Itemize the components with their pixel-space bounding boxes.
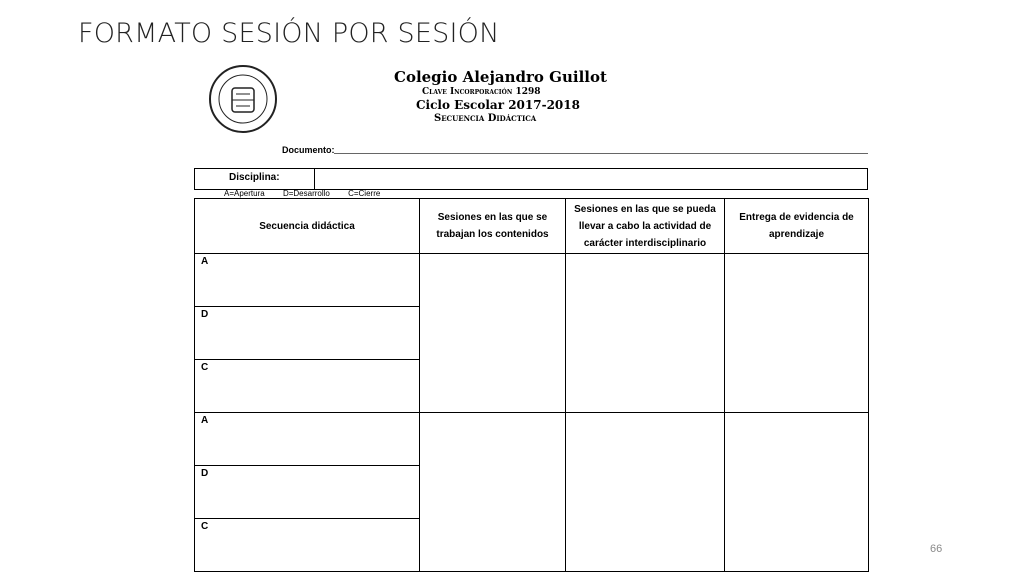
sessions-cell[interactable]	[420, 254, 566, 413]
row-letter[interactable]: D	[195, 466, 420, 519]
row-letter[interactable]: D	[195, 307, 420, 360]
sessions-cell[interactable]	[420, 413, 566, 572]
school-header	[394, 68, 654, 126]
school-seal-icon	[208, 64, 278, 134]
legend-desarrollo: D=Desarrollo	[282, 189, 330, 198]
clave-incorporacion: Clave Incorporación 1298	[422, 86, 541, 97]
secuencia-table	[194, 198, 869, 572]
page-number: 66	[930, 543, 943, 555]
column-header: Sesiones en las que se pueda llevar a cabo la actividad de carácter interdisciplinario	[566, 199, 725, 254]
documento-field[interactable]	[282, 145, 868, 155]
disciplina-field[interactable]	[194, 168, 868, 190]
documento-label: Documento:	[282, 145, 335, 155]
school-name: Colegio Alejandro Guillot	[394, 68, 607, 86]
table-header-row	[195, 199, 869, 254]
document-form	[194, 62, 868, 546]
table-row	[195, 413, 869, 466]
column-header: Entrega de evidencia de aprendizaje	[725, 199, 869, 254]
interdisciplinary-cell[interactable]	[566, 413, 725, 572]
table-row	[195, 254, 869, 307]
evidence-cell[interactable]	[725, 254, 869, 413]
documento-underline	[334, 153, 868, 154]
ciclo-escolar: Ciclo Escolar 2017-2018	[416, 98, 580, 112]
interdisciplinary-cell[interactable]	[566, 254, 725, 413]
legend-apertura: A=Apertura	[224, 189, 265, 198]
row-letter[interactable]: C	[195, 519, 420, 572]
disciplina-label: Disciplina:	[229, 172, 280, 183]
row-letter[interactable]: A	[195, 254, 420, 307]
secuencia-didactica-heading: Secuencia Didáctica	[434, 113, 537, 124]
legend	[224, 189, 396, 198]
column-header: Secuencia didáctica	[195, 199, 420, 254]
row-letter[interactable]: C	[195, 360, 420, 413]
evidence-cell[interactable]	[725, 413, 869, 572]
column-header: Sesiones en las que se trabajan los contenidos	[420, 199, 566, 254]
row-letter[interactable]: A	[195, 413, 420, 466]
legend-cierre: C=Cierre	[348, 189, 381, 198]
disciplina-divider	[314, 169, 315, 189]
slide-title: FORMATO SESIÓN POR SESIÓN	[78, 18, 500, 49]
